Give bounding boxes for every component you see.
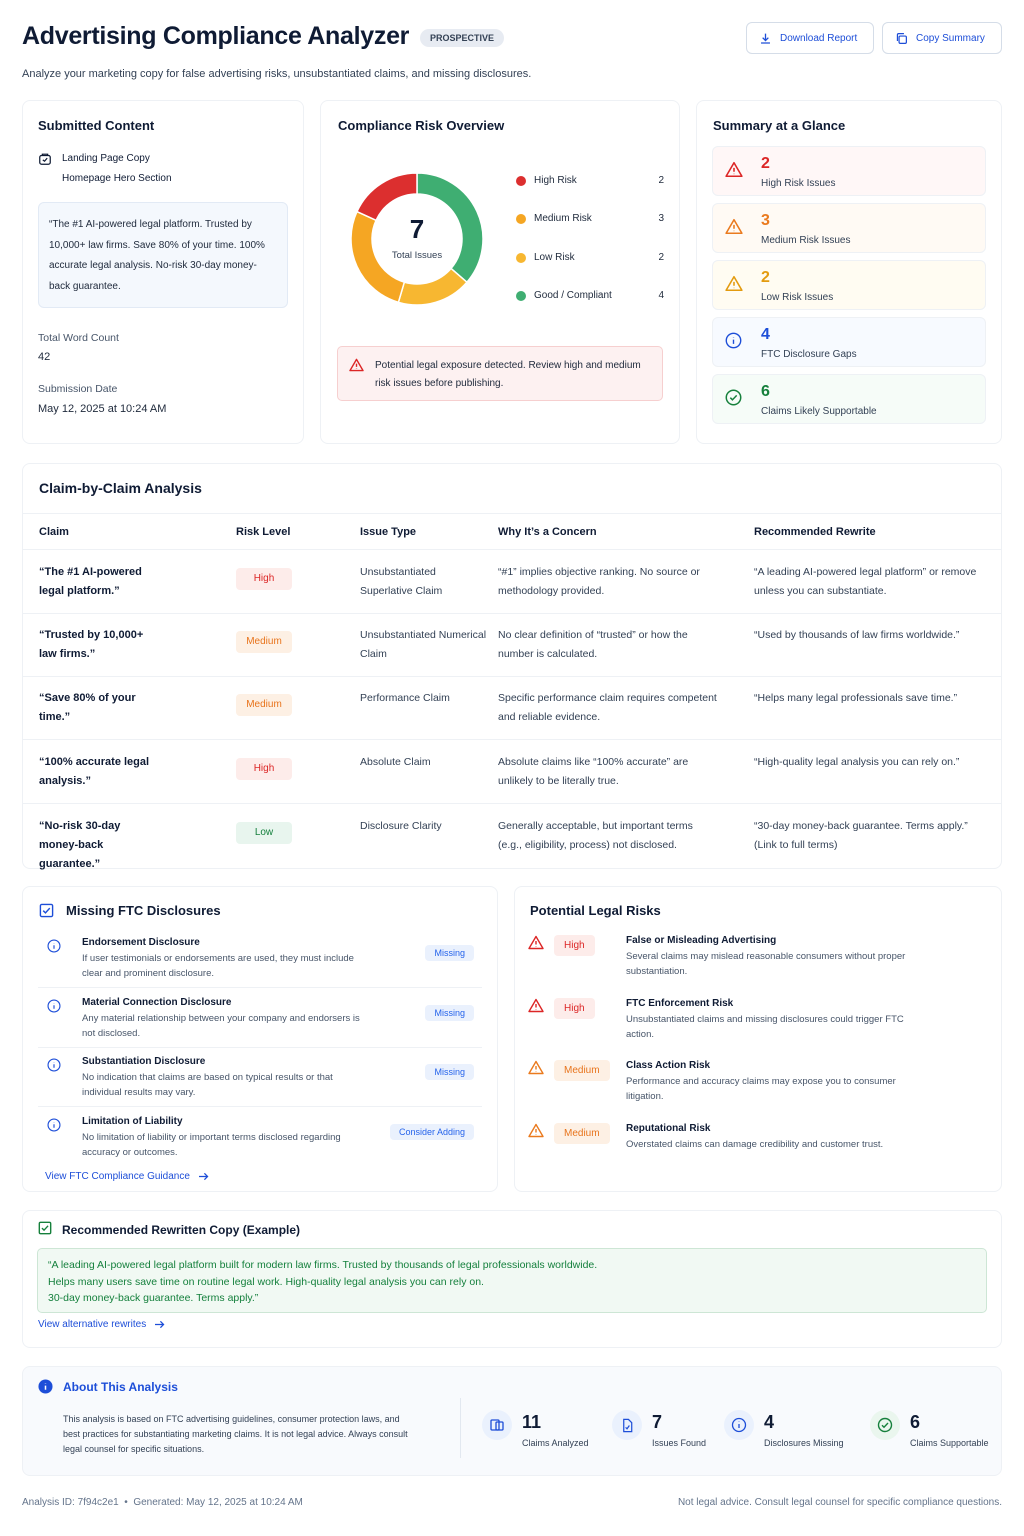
disclosure-title: Substantiation Disclosure [82,1056,206,1067]
stat-number: 4 [764,1412,775,1432]
rewrite-text: “Used by thousands of law firms worldwide.” [754,629,960,641]
legal-risk-item [528,1060,988,1104]
rewrite-line: 30-day money-back guarantee. Terms apply.” [48,1292,259,1304]
ftc-disclosure-item [38,997,482,1047]
ftc-disclosure-item [38,1116,482,1166]
legend-swatch [516,214,526,224]
legal-risk-title: False or Misleading Advertising [626,935,777,946]
claims-icon [482,1410,512,1440]
legal-risk-title: Class Action Risk [626,1060,711,1071]
rewrite-text: “Helps many legal professionals save time.” [754,692,958,704]
info-icon [38,1379,53,1394]
column-header: Issue Type [360,526,417,538]
status-badge: PROSPECTIVE [420,29,504,47]
summary-glance-heading: Summary at a Glance [713,118,846,133]
risk-level-badge: High [236,758,292,780]
risk-level-cell [236,631,292,653]
document-check-icon [612,1410,642,1440]
list-divider [38,1106,482,1107]
table-divider [22,549,1002,550]
glance-count: 2 [761,269,770,286]
submitted-content-heading: Submitted Content [38,118,155,133]
warning-icon [349,358,364,372]
legal-risks-heading: Potential Legal Risks [530,903,661,918]
arrow-right-icon [154,1320,165,1329]
concern-text: “#1” implies objective ranking. No source or methodology provided. [498,566,700,597]
about-stat [612,1410,742,1450]
legal-risk-item [528,998,988,1042]
info-icon [724,1410,754,1440]
stat-number: 6 [910,1412,921,1432]
donut-slice-low-risk [398,268,466,305]
glance-item [712,146,986,196]
warning-icon [528,1060,544,1080]
disclosure-status-badge: Missing [425,1005,474,1021]
checkbox-icon [39,903,54,918]
info-icon [47,1118,61,1137]
claim-analysis-heading: Claim-by-Claim Analysis [39,480,202,496]
glance-item [712,374,986,424]
table-divider [22,803,1002,804]
rewrite-line: Helps many users save time on routine legal work. High-quality legal analysis you can rely on. [48,1275,484,1288]
glance-count: 3 [761,212,770,229]
download-icon [759,32,772,45]
ftc-disclosure-item [38,937,482,987]
about-stat [870,1410,1000,1450]
table-divider [22,613,1002,614]
download-report-button[interactable] [746,22,874,54]
page-title: Advertising Compliance Analyzer [22,22,410,50]
issue-type: Unsubstantiated Numerical Claim [360,629,487,660]
glance-item [712,203,986,253]
risk-level-badge: Medium [236,694,292,716]
page-icon [38,152,52,166]
glance-label: Claims Likely Supportable [761,406,877,417]
glance-item [712,260,986,310]
disclosure-desc: Any material relationship between your company and endorsers is not disclosed. [82,1012,360,1039]
glance-label: Medium Risk Issues [761,235,851,246]
risk-level-cell [236,822,292,844]
submitted-quote-text: “The #1 AI-powered legal platform. Trusted by 10,000+ law firms. Save 80% of your time. 100% accurate legal analysis. No-risk 30-day money-back guarantee. [49,219,265,292]
disclosure-title: Limitation of Liability [82,1115,183,1127]
legend-swatch [516,176,526,186]
claim-text: “The #1 AI-powered legal platform.” [39,566,142,597]
info-icon [725,332,742,354]
copy-icon [895,32,908,45]
disclosure-desc: If user testimonials or endorsements are used, they must include clear and prominent disclosure. [82,953,354,979]
rewrite-copy-box [37,1248,987,1313]
warning-icon [528,998,544,1018]
copy-summary-button[interactable] [882,22,1002,54]
stat-label: Issues Found [652,1438,707,1448]
legal-exposure-alert [337,346,663,401]
legal-risk-desc: Overstated claims can damage credibility and customer trust. [626,1138,884,1150]
legend-count: 3 [658,213,664,224]
legal-exposure-text: Potential legal exposure detected. Review high and medium risk issues before publishing. [375,360,641,389]
rewrite-text: “A leading AI-powered legal platform” or remove unless you can substantiate. [754,566,977,597]
table-divider [22,739,1002,740]
issue-type: Performance Claim [360,692,450,704]
rewrite-text: “High-quality legal analysis you can rely on.” [754,756,960,768]
total-issues-count: 7 [409,214,425,244]
download-report-label: Download Report [780,32,858,44]
disclosure-status-badge: Consider Adding [390,1124,474,1140]
stat-label: Claims Supportable [910,1438,989,1448]
column-header: Risk Level [236,526,291,538]
disclosure-status-badge: Missing [425,945,474,961]
issue-type: Disclosure Clarity [360,820,442,832]
warning-icon [725,218,743,240]
risk-level-badge: Low [236,822,292,844]
list-divider [38,987,482,988]
arrow-right-icon [198,1172,209,1181]
disclosure-title: Material Connection Disclosure [82,996,232,1008]
stat-label: Disclosures Missing [764,1438,844,1448]
list-divider [38,1047,482,1048]
legend-count: 2 [658,252,664,263]
column-header: Claim [39,526,69,538]
checkbox-icon [38,1221,52,1235]
legal-risk-item [528,1123,988,1167]
rewrite-heading: Recommended Rewritten Copy (Example) [62,1223,301,1237]
legend-label: Low Risk [534,252,575,263]
concern-text: Absolute claims like “100% accurate” are unlikely to be literally true. [498,756,689,787]
column-header: Why It’s a Concern [498,526,597,538]
disclosure-status-badge: Missing [425,1064,474,1080]
risk-level-badge: Medium [236,631,292,653]
legend-item [516,213,664,224]
legend-count: 4 [658,290,664,301]
info-icon [47,999,61,1018]
claim-text: “100% accurate legal analysis.” [39,756,150,787]
about-heading: About This Analysis [63,1380,178,1394]
page-subtitle: Analyze your marketing copy for false advertising risks, unsubstantiated claims, and missing disclosures. [22,68,532,80]
warning-icon [528,935,544,955]
ftc-disclosure-item [38,1056,482,1106]
glance-count: 6 [761,383,770,400]
glance-count: 2 [761,155,770,172]
word-count-value: 42 [38,351,51,363]
legal-risk-title: FTC Enforcement Risk [626,997,734,1009]
info-icon [47,1058,61,1077]
concern-text: Generally acceptable, but important terms (e.g., eligibility, process) not disclosed. [498,820,693,851]
risk-level-cell [236,568,292,590]
ftc-guidance-link[interactable] [45,1171,209,1182]
issue-type: Unsubstantiated Superlative Claim [360,566,443,597]
issue-type: Absolute Claim [360,756,431,768]
legal-risk-badge: High [554,998,595,1019]
legend-swatch [516,291,526,301]
word-count-label: Total Word Count [38,332,119,344]
about-stat [724,1410,854,1450]
total-issues-label: Total Issues [391,250,443,261]
ftc-disclosures-heading: Missing FTC Disclosures [66,903,221,918]
submitted-quote [38,202,288,308]
claim-text: “No-risk 30-day money-back guarantee.” [39,820,121,870]
legal-risk-badge: High [554,935,595,956]
rewrite-text: “30-day money-back guarantee. Terms apply.” (Link to full terms) [754,820,968,851]
stat-label: Claims Analyzed [522,1438,589,1448]
footer-disclaimer: Not legal advice. Consult legal counsel for specific compliance questions. [677,1497,1002,1508]
legend-label: Good / Compliant [534,290,612,301]
risk-level-badge: High [236,568,292,590]
glance-label: Low Risk Issues [761,292,834,303]
info-icon [47,939,61,958]
legend-swatch [516,253,526,263]
glance-item [712,317,986,367]
alternative-rewrites-link-text: View alternative rewrites [38,1319,147,1330]
legend-item [516,252,664,263]
concern-text: Specific performance claim requires competent and reliable evidence. [498,692,717,723]
table-divider [22,676,1002,677]
claim-text: “Trusted by 10,000+ law firms.” [39,629,144,660]
content-type: Landing Page Copy [62,153,150,164]
submission-date-value: May 12, 2025 at 10:24 AM [38,403,167,415]
legend-label: Medium Risk [534,213,592,224]
rewrite-line: “A leading AI-powered legal platform built for modern law firms. Trusted by thousands of legal professionals worldwide. [48,1259,598,1271]
risk-level-cell [236,694,292,716]
warning-icon [528,1123,544,1143]
stat-number: 11 [522,1412,542,1432]
copy-summary-label: Copy Summary [916,32,985,44]
about-divider [460,1398,461,1458]
stat-number: 7 [652,1412,663,1432]
legend-label: High Risk [534,175,577,186]
claim-text: “Save 80% of your time.” [39,692,136,723]
check-circle-icon [870,1410,900,1440]
content-section: Homepage Hero Section [62,173,172,184]
check-circle-icon [725,389,742,411]
legal-risk-badge: Medium [554,1123,610,1144]
about-stat [482,1410,612,1450]
column-header: Recommended Rewrite [754,526,876,538]
disclosure-desc: No indication that claims are based on typical results or that individual results may vary. [82,1072,333,1098]
legend-item [516,290,664,301]
legal-risk-title: Reputational Risk [626,1122,711,1134]
legal-risk-desc: Unsubstantiated claims and missing disclosures could trigger FTC action. [626,1013,904,1040]
glance-label: FTC Disclosure Gaps [761,349,857,360]
legend-item [516,175,664,186]
legal-risk-badge: Medium [554,1060,610,1081]
glance-label: High Risk Issues [761,178,836,189]
table-top-divider [22,513,1002,514]
alternative-rewrites-link[interactable] [38,1319,165,1330]
disclosure-desc: No limitation of liability or important terms disclosed regarding accuracy or outcomes. [82,1131,341,1158]
footer-analysis-id: Analysis ID: 7f94c2e1 • Generated: May 12, 2025 at 10:24 AM [22,1497,303,1508]
warning-icon [725,275,743,297]
submission-date-label: Submission Date [38,383,118,395]
disclosure-title: Endorsement Disclosure [82,937,200,948]
legal-risk-item [528,935,988,979]
risk-overview-heading: Compliance Risk Overview [338,118,505,133]
legal-risk-desc: Several claims may mislead reasonable consumers without proper substantiation. [626,951,906,977]
about-text: This analysis is based on FTC advertising guidelines, consumer protection laws, and best practices for substantiating marketing claims. It is not legal advice. Always consult legal counsel for specific situations. [63,1414,408,1454]
legal-risk-desc: Performance and accuracy claims may expose you to consumer litigation. [626,1076,896,1102]
risk-level-cell [236,758,292,780]
legend-count: 2 [658,175,664,186]
warning-icon [725,161,743,183]
glance-count: 4 [761,326,770,343]
ftc-guidance-link-text: View FTC Compliance Guidance [45,1171,190,1182]
concern-text: No clear definition of “trusted” or how the number is calculated. [498,629,688,660]
